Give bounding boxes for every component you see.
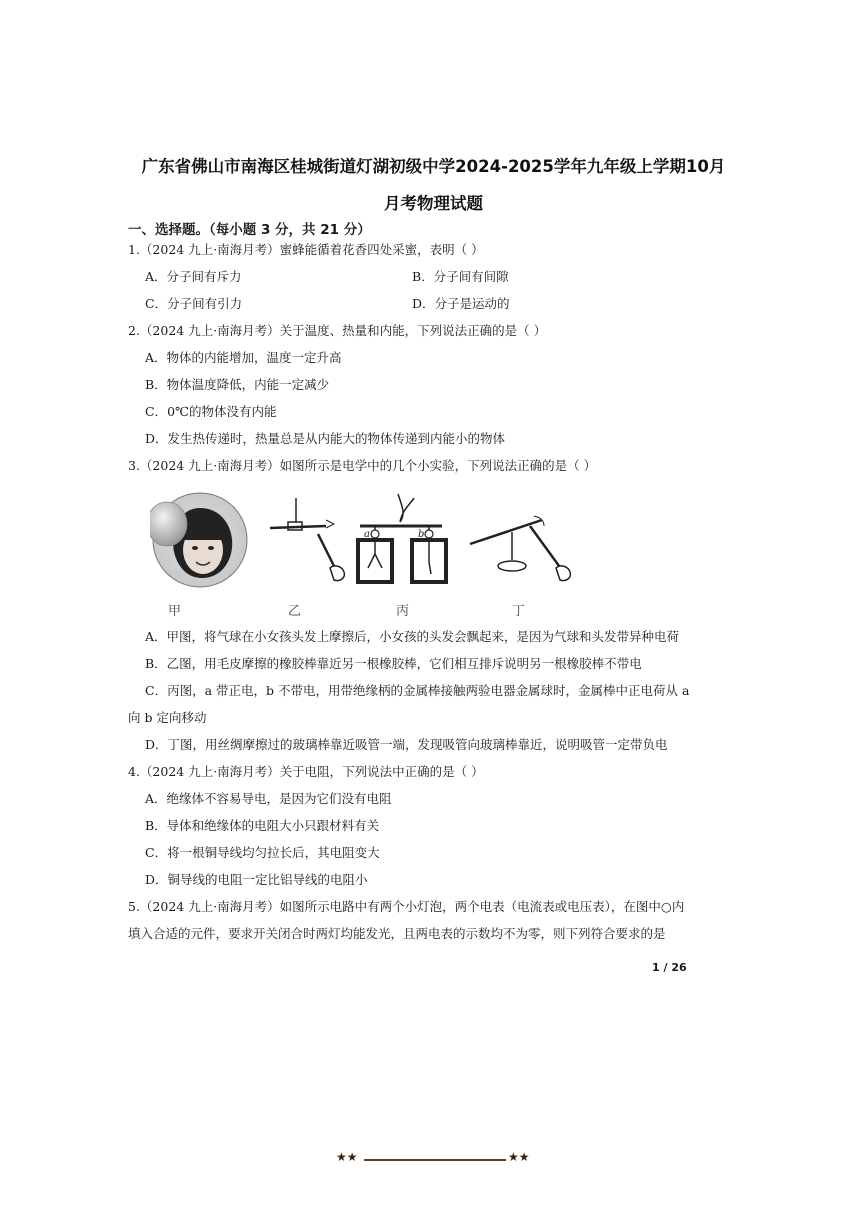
question-3-option-d: D．丁图，用丝绸摩擦过的玻璃棒靠近吸管一端，发现吸管向玻璃棒靠近，说明吸管一定带负电 [145,737,668,752]
question-4-stem: 4.（2024 九上·南海月考）关于电阻，下列说法中正确的是（ ） [128,764,484,779]
footer-stars-right: ★★ [508,1150,530,1164]
question-3-option-c: C．丙图，a 带正电，b 不带电，用带绝缘柄的金属棒接触两验电器金属球时，金属棒中正电荷从 a [145,683,690,698]
question-5-stem: 5.（2024 九上·南海月考）如图所示电路中有两个小灯泡，两个电表（电流表或电压表），在图中○内 [128,899,685,914]
figure-jia-girl-balloon [150,493,247,587]
figure-label-ding: 丁 [512,604,526,619]
question-2-option-c: C．0℃的物体没有内能 [145,404,277,419]
experiment-figures [150,490,590,590]
question-3-stem: 3.（2024 九上·南海月考）如图所示是电学中的几个小实验，下列说法正确的是（ ） [128,458,597,473]
footer-ornament [336,1150,532,1170]
question-2-option-a: A．物体的内能增加，温度一定升高 [145,350,342,365]
question-1-option-d: D．分子是运动的 [412,296,510,311]
page-number: 1 / 26 [652,961,687,974]
document-title-line2: 月考物理试题 [384,194,483,213]
question-4-option-d: D．铜导线的电阻一定比铝导线的电阻小 [145,872,368,887]
question-5-stem-continued: 填入合适的元件，要求开关闭合时两灯均能发光，且两电表的示数均不为零，则下列符合要求的是 [128,926,666,941]
footer-stars-left: ★★ [336,1150,358,1164]
question-4-option-c: C．将一根铜导线均匀拉长后，其电阻变大 [145,845,380,860]
section-heading: 一、选择题。（每小题 3 分，共 21 分） [128,222,371,238]
figure-yi-rubber-rods [270,498,344,581]
figure-ding-straw-glassrod [470,516,570,581]
figure-label-jia: 甲 [168,604,182,619]
question-4-option-a: A．绝缘体不容易导电，是因为它们没有电阻 [145,791,392,806]
question-3-option-b: B．乙图，用毛皮摩擦的橡胶棒靠近另一根橡胶棒，它们相互排斥说明另一根橡胶棒不带电 [145,656,642,671]
question-1-option-a: A．分子间有斥力 [145,269,242,284]
question-2-option-b: B．物体温度降低，内能一定减少 [145,377,330,392]
question-3-option-c-continued: 向 b 定向移动 [128,710,207,725]
figure-label-yi: 乙 [288,604,302,619]
footer-rule [364,1159,506,1161]
figure-label-bing: 丙 [396,604,410,619]
question-1-stem: 1.（2024 九上·南海月考）蜜蜂能循着花香四处采蜜，表明（ ） [128,242,484,257]
document-title-line1: 广东省佛山市南海区桂城街道灯湖初级中学2024-2025学年九年级上学期10月 [141,157,726,176]
question-2-option-d: D．发生热传递时，热量总是从内能大的物体传递到内能小的物体 [145,431,506,446]
question-1-option-b: B．分子间有间隙 [412,269,509,284]
question-1-option-c: C．分子间有引力 [145,296,243,311]
figure-bing-letter-b: b [418,529,425,540]
figure-bing-electroscopes [358,494,446,582]
question-2-stem: 2.（2024 九上·南海月考）关于温度、热量和内能，下列说法正确的是（ ） [128,323,547,338]
question-4-option-b: B．导体和绝缘体的电阻大小只跟材料有关 [145,818,380,833]
figure-bing-letter-a: a [364,529,370,540]
question-3-option-a: A．甲图，将气球在小女孩头发上摩擦后，小女孩的头发会飘起来，是因为气球和头发带异种电荷 [145,629,680,644]
